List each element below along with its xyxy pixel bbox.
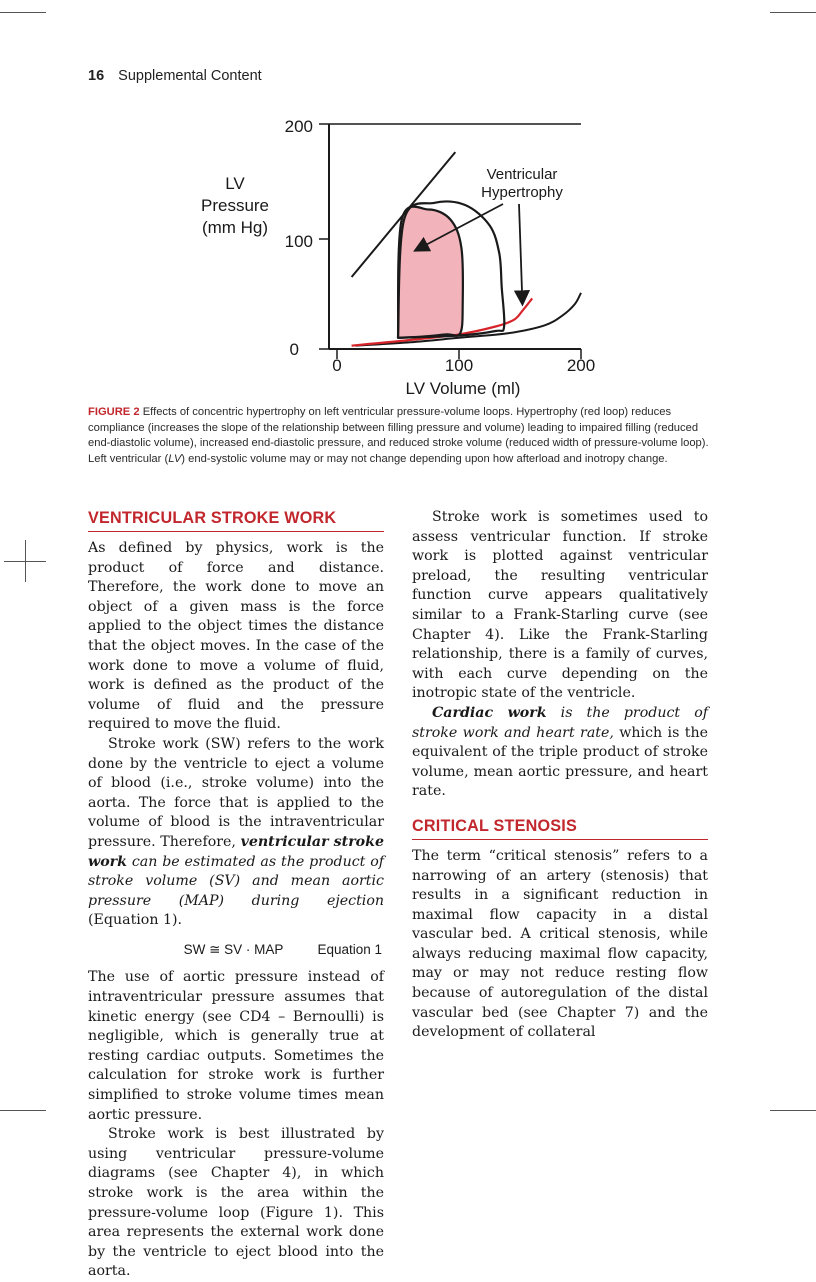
registration-mark-vertical [25, 540, 26, 582]
y-axis-label-line-1: LV [225, 174, 245, 193]
running-header [88, 68, 262, 84]
caption-text-part-1: Effects of concentric hypertrophy on left ventricular pressure-volume loops. Hypertrophy (red loop) reduces compliance (increases the slope of the relationship between filling pressure and volume) leading to impaired filling (reduced end-diastolic volume), increased end-diastolic pressure, and reduced stroke volume (reduced width of pressure-volume loop). Left ventricular ( [88, 406, 709, 465]
left-column [88, 508, 384, 1282]
figure-caption [88, 405, 720, 467]
hypertrophy-loop-fill [398, 207, 463, 338]
p2-text: Stroke work (SW) refers to the work done by the ventricle to eject a volume of blood (i.e., stroke volume) into the aorta. The force that is applied to the volume of blood is the intraventricular pressure. Therefore, [88, 735, 384, 850]
stroke-work-paragraph-6 [412, 704, 708, 802]
running-title: Supplemental Content [118, 68, 262, 84]
stroke-work-paragraph-4: Stroke work is best illustrated by using ventricular pressure-volume diagrams (see Chapter 4), in which stroke work is the area within the pressure-volume loop (Figure 1). This area represents the external work done by the ventricle to eject blood into the aorta. [88, 1126, 384, 1280]
crop-mark-top-left [0, 12, 46, 13]
y-axis-label-line-2: Pressure [200, 196, 270, 215]
caption-label: FIGURE 2 [88, 406, 140, 418]
crop-mark-top-right [770, 12, 816, 13]
annotation-line-1: Ventricular [486, 166, 558, 183]
p2-bold-term: ventricular stroke work [88, 833, 384, 870]
section-heading-critical-stenosis: CRITICAL STENOSIS [412, 816, 708, 840]
x-axis-label: LV Volume (ml) [405, 379, 521, 398]
y-axis-label-line-3: (mm Hg) [201, 218, 269, 237]
page-number: 16 [88, 68, 105, 84]
equation-label: Equation 1 [317, 941, 382, 957]
pressure-volume-figure [185, 108, 615, 398]
equation-1 [88, 940, 384, 960]
right-column [412, 508, 708, 1043]
normal-edpvr-curve [355, 293, 581, 346]
p2-end: (Equation 1). [88, 912, 183, 929]
caption-lv-abbrev: LV [168, 452, 182, 465]
annotation-line-2: Hypertrophy [481, 184, 563, 201]
equation-expression: SW ≅ SV · MAP [183, 941, 284, 957]
y-tick-label-100: 100 [284, 232, 313, 251]
section-heading-stroke-work: VENTRICULAR STROKE WORK [88, 508, 384, 532]
stroke-work-paragraph-2 [88, 735, 384, 931]
p6-bold-term: Cardiac work [432, 704, 547, 721]
stroke-work-paragraph-3: The use of aortic pressure instead of intraventricular pressure assumes that kinetic energy (see CD4 – Bernoulli) is negligible, which is generally true at resting cardiac outputs. Sometimes the calculation for stroke work is further simplified to stroke volume times mean aortic pressure. [88, 969, 384, 1123]
critical-stenosis-paragraph-1: The term “critical stenosis” refers to a narrowing of an artery (stenosis) that results in a significant reduction in maximal flow capacity in a distal vascular bed. A critical stenosis, while always reducing maximal flow capacity, may or may not reduce resting flow because of autoregulation of the distal vascular bed (see Chapter 7) and the development of collateral [412, 847, 708, 1041]
stroke-work-paragraph-1: As defined by physics, work is the product of force and distance. Therefore, the work done to move an object of a given mass is the force applied to the object times the distance that the object moves. In the case of the work done to move a volume of fluid, work is defined as the product of the volume of fluid and the pressure required to move the fluid. [88, 540, 384, 733]
p6-end: which is the equivalent of the triple product of stroke volume, mean aortic pressure, and heart rate. [412, 724, 708, 800]
stroke-work-paragraph-5: Stroke work is sometimes used to assess ventricular function. If stroke work is plotted against ventricular preload, the resulting ventricular function curve appears qualitatively similar to a Frank-Starling curve (see Chapter 4). Like the Frank-Starling relationship, there is a family of curves, with each curve depending on the inotropic state of the ventricle. [412, 509, 708, 702]
x-tick-label-200: 200 [566, 356, 596, 375]
y-tick-label-0: 0 [289, 340, 299, 359]
y-tick-label-200: 200 [284, 117, 313, 136]
x-tick-label-0: 0 [332, 356, 342, 375]
annotation-arrow-2 [519, 204, 522, 303]
p6-italic-definition: is the product of stroke work and heart rate, [412, 704, 708, 741]
caption-text-part-2: ) end-systolic volume may or may not change depending upon how afterload and inotropy change. [181, 452, 668, 465]
x-tick-label-100: 100 [444, 356, 474, 375]
crop-mark-bottom-left [0, 1110, 46, 1111]
p2-italic-definition: can be estimated as the product of stroke volume (SV) and mean aortic pressure (MAP) during ejection [88, 853, 384, 909]
crop-mark-bottom-right [770, 1110, 816, 1111]
